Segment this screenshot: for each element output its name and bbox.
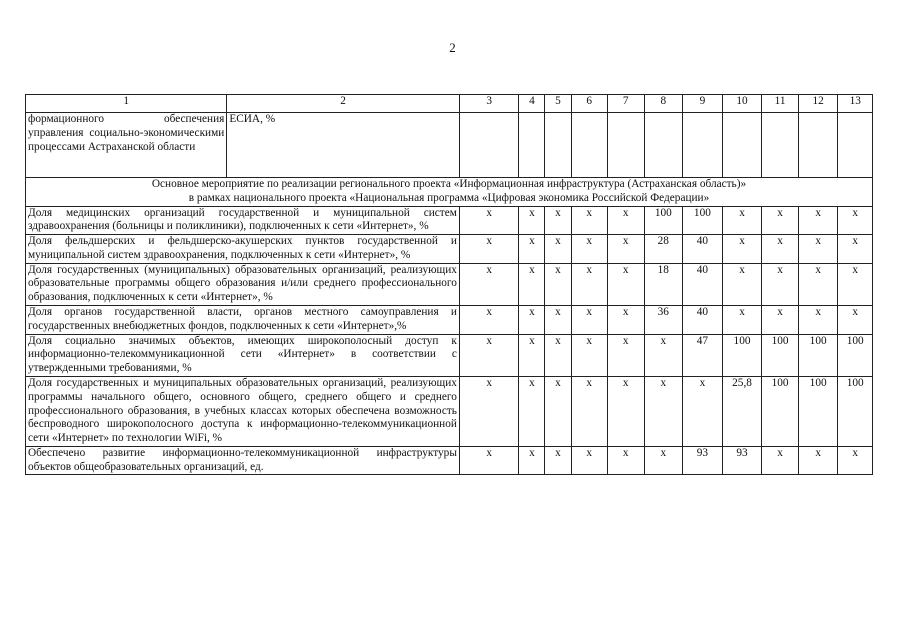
indicator-value: 25,8 [722,376,762,446]
section-header-line2: в рамках национального проекта «Национальная программа «Цифровая экономика Российской Федерации» [188,191,710,204]
indicator-value: x [644,334,683,376]
table-row [26,334,873,376]
indicator-value: x [519,446,545,475]
indicator-value: x [459,334,518,376]
indicator-value: x [838,263,873,305]
indicator-value: 40 [683,263,723,305]
indicator-value: x [571,446,608,475]
indicator-value: x [459,206,518,235]
indicator-value: 100 [838,334,873,376]
indicator-value: x [519,206,545,235]
column-number: 6 [571,95,608,113]
indicator-value: x [722,206,762,235]
indicator-value: x [798,306,838,335]
indicator-value: 18 [644,263,683,305]
indicator-value: x [608,376,645,446]
indicator-value: x [571,263,608,305]
indicator-value: x [608,334,645,376]
table-row [26,206,873,235]
indicator-value: x [762,446,799,475]
indicator-value: x [459,376,518,446]
indicator-value: x [545,376,571,446]
column-number: 3 [459,95,518,113]
indicator-name: Доля государственных и муниципальных образовательных организаций, реализующих программы начального общего, основного общего, среднего общего и среднего профессионального образования, в учебных классах которых обеспечена возможность беспроводного широкополосного доступа к информационно-телекоммуникационной сети «Интернет» по технологии WiFi, % [26,376,460,446]
column-number: 7 [608,95,645,113]
continuation-text: формационного обеспечения управления социально-экономическими процессами Астраханской области [26,113,227,178]
column-number: 4 [519,95,545,113]
indicator-name: Доля фельдшерских и фельдшерско-акушерских пунктов государственной и муниципальной систем здравоохранения, подключенных к сети «Интернет», % [26,235,460,264]
indicator-value: x [459,306,518,335]
indicator-value: 100 [762,376,799,446]
indicator-value: x [608,306,645,335]
column-number-row [26,95,873,113]
indicator-value: 100 [798,376,838,446]
indicator-value: x [722,235,762,264]
indicators-table [25,94,873,475]
continuation-row [26,113,873,178]
indicator-value: 40 [683,306,723,335]
indicator-value: x [545,334,571,376]
column-number: 5 [545,95,571,113]
indicator-value: x [644,376,683,446]
table-row [26,376,873,446]
indicator-value: x [571,306,608,335]
indicator-value: x [838,206,873,235]
column-number: 8 [644,95,683,113]
indicator-value: x [644,446,683,475]
indicator-value: x [519,235,545,264]
indicator-value: x [608,235,645,264]
indicator-value: 100 [798,334,838,376]
indicator-value: x [722,306,762,335]
table-row [26,263,873,305]
continuation-note: ЕСИА, % [227,113,460,178]
indicator-value: 36 [644,306,683,335]
indicator-value: 40 [683,235,723,264]
column-number: 11 [762,95,799,113]
indicator-value: x [519,306,545,335]
indicator-value: x [545,306,571,335]
indicator-value: x [838,306,873,335]
indicator-value: x [683,376,723,446]
indicator-value: x [838,235,873,264]
indicator-value: x [519,263,545,305]
indicator-value: x [722,263,762,305]
column-number: 13 [838,95,873,113]
indicator-value: x [459,263,518,305]
indicator-value: 28 [644,235,683,264]
indicator-value: 100 [762,334,799,376]
indicator-name: Обеспечено развитие информационно-телекоммуникационной инфраструктуры объектов общеобразовательных организаций, ед. [26,446,460,475]
column-number: 1 [26,95,227,113]
column-number: 12 [798,95,838,113]
page-number: 2 [449,40,456,55]
indicator-value: 100 [644,206,683,235]
indicator-value: 47 [683,334,723,376]
indicator-value: x [571,206,608,235]
section-header-line1: Основное мероприятие по реализации регионального проекта «Информационная инфраструктура (Астраханская область)» [151,178,747,190]
column-number: 10 [722,95,762,113]
table-row [26,235,873,264]
column-number: 9 [683,95,723,113]
indicator-name: Доля государственных (муниципальных) образовательных организаций, реализующих образовательные программы общего образования и/или среднего профессионального образования, подключенных к сети «Интернет», % [26,263,460,305]
indicator-value: x [459,446,518,475]
indicator-value: x [798,206,838,235]
indicator-value: x [762,235,799,264]
indicator-value: x [459,235,518,264]
indicator-value: x [519,376,545,446]
indicator-value: x [545,263,571,305]
indicator-value: 93 [722,446,762,475]
indicator-value: 100 [838,376,873,446]
indicator-value: x [608,206,645,235]
column-number: 2 [227,95,460,113]
indicator-value: x [798,235,838,264]
indicator-name: Доля медицинских организаций государственной и муниципальной систем здравоохранения (больницы и поликлиники), подключенных к сети «Интернет», % [26,206,460,235]
indicator-value: x [762,306,799,335]
indicator-value: x [838,446,873,475]
indicator-value: x [571,334,608,376]
table-row [26,306,873,335]
section-header-row [26,178,873,207]
indicator-value: x [762,263,799,305]
indicator-name: Доля социально значимых объектов, имеющих широкополосный доступ к информационно-телекоммуникационной сети «Интернет» в соответствии с утвержденными требованиями, % [26,334,460,376]
table-row [26,446,873,475]
indicator-value: x [762,206,799,235]
section-header [26,178,873,207]
indicator-value: 100 [683,206,723,235]
indicator-value: x [798,446,838,475]
indicator-value: x [608,446,645,475]
indicator-value: 93 [683,446,723,475]
indicator-value: x [545,446,571,475]
indicator-value: x [571,376,608,446]
indicator-value: x [798,263,838,305]
indicator-name: Доля органов государственной власти, органов местного самоуправления и государственных внебюджетных фондов, подключенных к сети «Интернет»,% [26,306,460,335]
indicator-value: x [608,263,645,305]
indicator-value: x [571,235,608,264]
indicator-value: x [545,235,571,264]
indicator-value: 100 [722,334,762,376]
indicator-value: x [519,334,545,376]
indicator-value: x [545,206,571,235]
